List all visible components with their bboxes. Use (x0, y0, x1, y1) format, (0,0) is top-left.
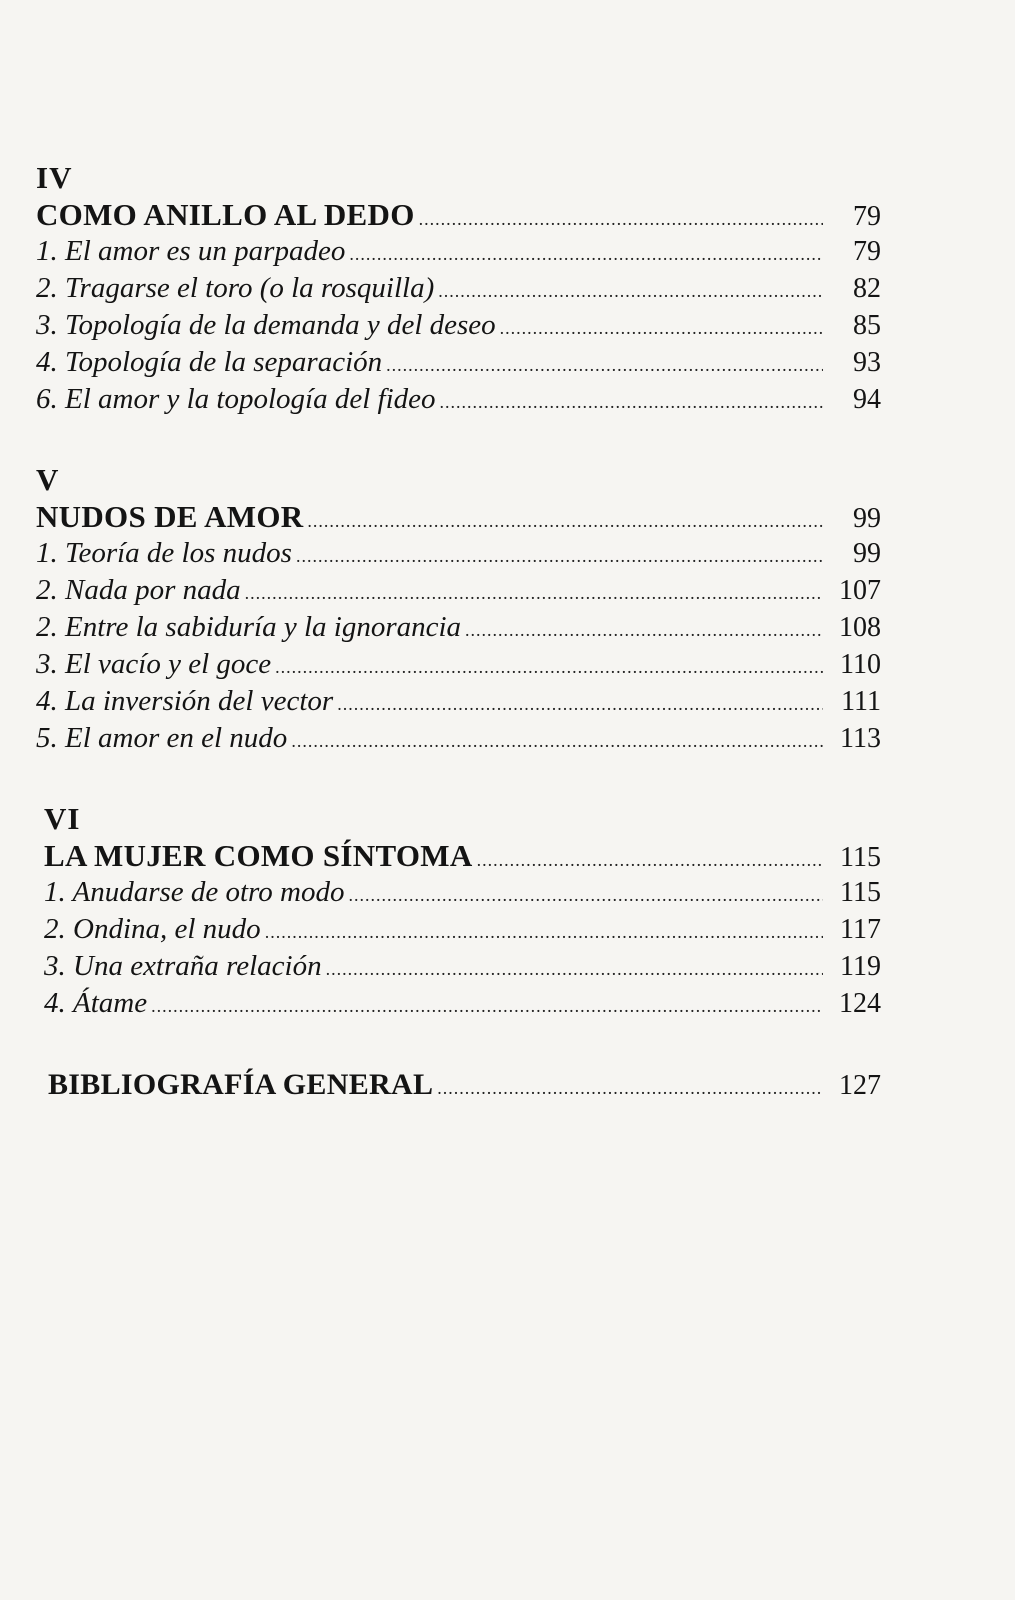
page-number: 115 (840, 877, 881, 908)
entry-title: 3. Una extraña relación (44, 950, 322, 982)
dot-leader (291, 723, 823, 760)
toc-entry (44, 948, 881, 985)
toc-entry (36, 344, 881, 381)
table-of-contents (36, 160, 881, 1103)
dot-leader (307, 503, 823, 540)
dot-leader (386, 347, 823, 384)
section-number: IV (36, 160, 73, 195)
dot-leader (500, 310, 823, 347)
toc-entry (36, 609, 881, 646)
entry-title: 2. Ondina, el nudo (44, 913, 261, 945)
section-iv (36, 160, 881, 418)
page-number: 110 (840, 649, 881, 680)
entry-title: 5. El amor en el nudo (36, 722, 288, 754)
chapter-title: NUDOS DE AMOR (36, 499, 304, 534)
chapter-title: COMO ANILLO AL DEDO (36, 197, 415, 232)
dot-leader (419, 201, 823, 238)
chapter-entry (44, 837, 881, 874)
bibliography-title: BIBLIOGRAFÍA GENERAL (48, 1068, 434, 1101)
entry-title: 2. Nada por nada (36, 574, 241, 606)
page-number: 93 (853, 347, 881, 378)
toc-entry (44, 985, 881, 1022)
dot-leader (245, 575, 823, 612)
section-number: V (36, 462, 60, 497)
toc-entry (36, 535, 881, 572)
toc-entry (44, 911, 881, 948)
entry-title: 4. Topología de la separación (36, 346, 383, 378)
dot-leader (349, 236, 823, 273)
page-number: 99 (853, 503, 881, 534)
page-number: 124 (839, 988, 881, 1019)
entry-title: 1. El amor es un parpadeo (36, 235, 346, 267)
entry-title: 2. Entre la sabiduría y la ignorancia (36, 611, 462, 643)
dot-leader (337, 686, 823, 723)
toc-entry (36, 307, 881, 344)
dot-leader (265, 914, 823, 951)
bibliography-entry (48, 1066, 881, 1103)
entry-title: 4. Átame (44, 987, 148, 1019)
chapter-entry (36, 498, 881, 535)
dot-leader (348, 877, 823, 914)
toc-entry (36, 233, 881, 270)
page-number: 111 (841, 686, 881, 717)
page-number: 79 (853, 201, 881, 232)
page-number: 108 (839, 612, 881, 643)
section-v (36, 462, 881, 757)
dot-leader (275, 649, 823, 686)
entry-title: 1. Anudarse de otro modo (44, 876, 345, 908)
page-number: 94 (853, 384, 881, 415)
page-number: 115 (840, 842, 881, 873)
entry-title: 2. Tragarse el toro (o la rosquilla) (36, 272, 435, 304)
toc-entry (36, 683, 881, 720)
page-number: 117 (840, 914, 881, 945)
bibliography-section (36, 1066, 881, 1103)
dot-leader (477, 842, 823, 879)
dot-leader (440, 384, 823, 421)
entry-title: 6. El amor y la topología del fideo (36, 383, 436, 415)
page-number: 82 (853, 273, 881, 304)
section-number: VI (44, 801, 81, 836)
dot-leader (465, 612, 823, 649)
entry-title: 3. El vacío y el goce (36, 648, 272, 680)
entry-title: 4. La inversión del vector (36, 685, 334, 717)
chapter-title: LA MUJER COMO SÍNTOMA (44, 838, 473, 873)
dot-leader (437, 1070, 823, 1107)
entry-title: 1. Teoría de los nudos (36, 537, 292, 569)
toc-entry (36, 646, 881, 683)
section-vi (36, 801, 881, 1022)
toc-entry (36, 381, 881, 418)
dot-leader (326, 951, 823, 988)
page-number: 79 (853, 236, 881, 267)
toc-entry (44, 874, 881, 911)
page-number: 107 (839, 575, 881, 606)
page-number: 113 (840, 723, 881, 754)
entry-title: 3. Topología de la demanda y del deseo (36, 309, 496, 341)
chapter-entry (36, 196, 881, 233)
toc-entry (36, 270, 881, 307)
page-number: 127 (839, 1070, 881, 1101)
dot-leader (438, 273, 823, 310)
dot-leader (296, 538, 823, 575)
page-number: 99 (853, 538, 881, 569)
dot-leader (151, 988, 823, 1025)
toc-entry (36, 720, 881, 757)
toc-entry (36, 572, 881, 609)
page-number: 119 (840, 951, 881, 982)
page-number: 85 (853, 310, 881, 341)
